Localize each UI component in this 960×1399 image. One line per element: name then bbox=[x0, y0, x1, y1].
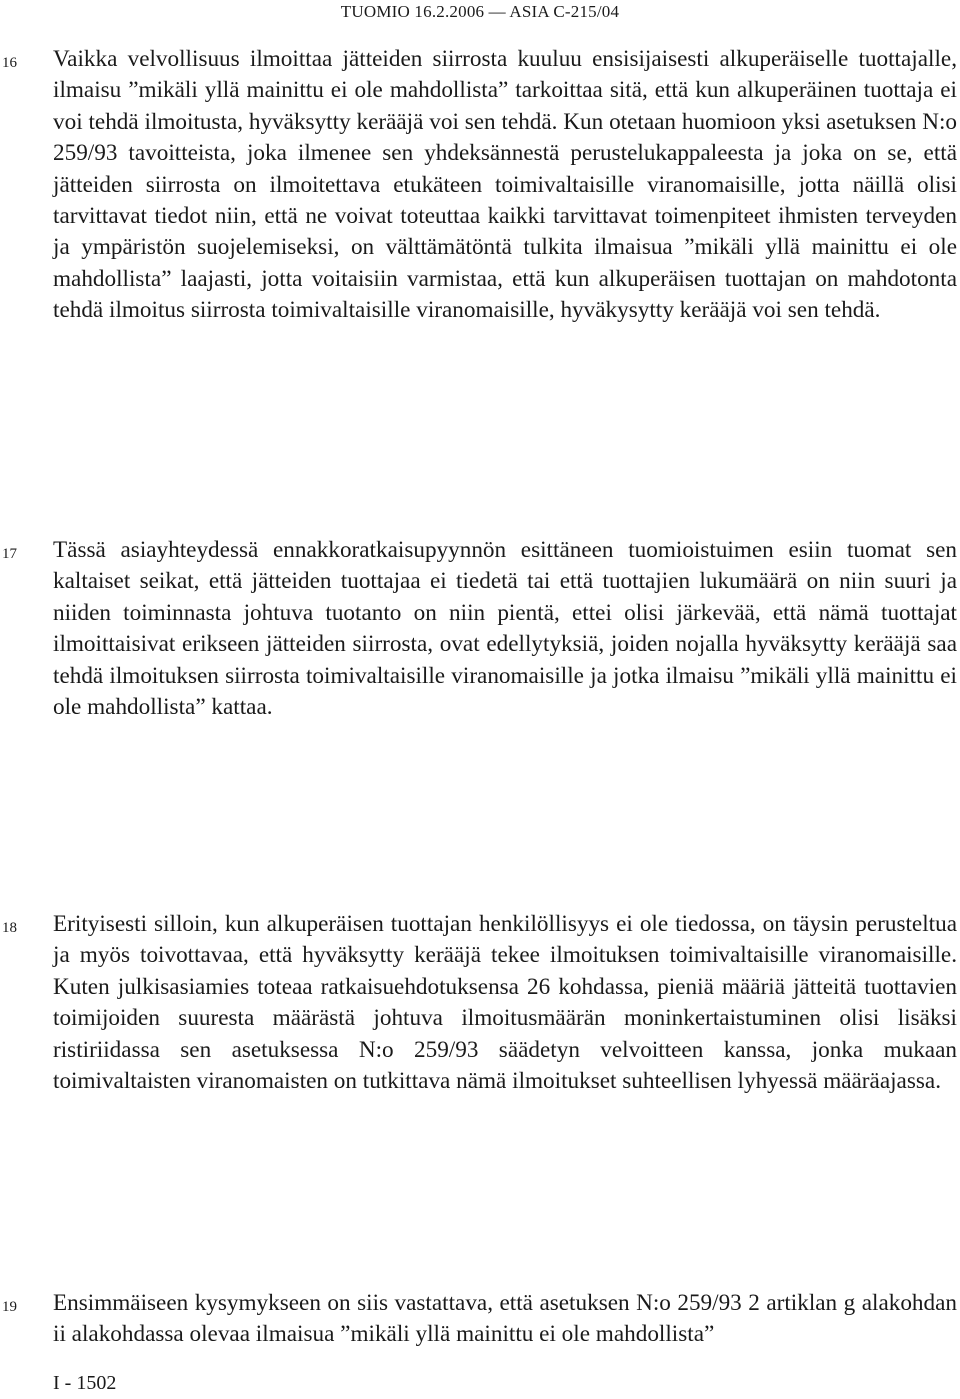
paragraph-number: 19 bbox=[2, 1299, 17, 1315]
paragraph-text: Vaikka velvollisuus ilmoittaa jätteiden siirrosta kuuluu ensisijaisesti alkuperäiselle tuottajalle, ilmaisu ”mikäli yllä mainittu ei ole mahdollista” tarkoittaa sitä, että kun alkuperäinen tuottaja ei voi tehdä ilmoitusta, hyväksytty kerääjä voi sen tehdä. Kun otetaan huomioon yksi asetuksen N:o 259/93 tavoitteista, joka ilmenee sen yhdeksännestä perustelukappaleesta ja joka on se, että jätteiden siirrosta on ilmoitettava etukäteen toimivaltaisille viranomaisille, jotta näillä olisi tarvittavat tiedot niin, että ne voivat toteuttaa kaikki tarvittavat toimenpiteet ihmisten terveyden ja ympäristön suojelemiseksi, on välttämätöntä tulkita ilmaisua ”mikäli yllä mainittu ei ole mahdollista” laajasti, jotta voitaisiin varmistaa, että kun alkuperäisen tuottajan on mahdotonta tehdä ilmoitus siirrosta toimivaltaisille viranomaisille, hyväkysytty kerääjä voi sen tehdä. bbox=[53, 46, 957, 324]
paragraph-number: 17 bbox=[2, 546, 17, 562]
paragraph-text: Erityisesti silloin, kun alkuperäisen tuottajan henkilöllisyys ei ole tiedossa, on täysin perusteltua ja myös toivottavaa, että hyväksytty kerääjä tekee ilmoituksen toimivaltaisille viranomaisille. Kuten julkisasiamies toteaa ratkaisuehdotuksensa 26 kohdassa, pieniä määriä jätteitä tuottavien toimijoiden suuresta määrästä johtuva ilmoitusmäärän moninkertaistuminen olisi lisäksi ristiriidassa sen asetuksessa N:o 259/93 säädetyn velvoitteen kanssa, jonka mukaan toimivaltaisten viranomaisten on tutkittava nämä ilmoitukset suhteellisen lyhyessä määräajassa. bbox=[53, 911, 957, 1095]
running-header: TUOMIO 16.2.2006 — ASIA C-215/04 bbox=[340, 2, 620, 21]
page-number: I - 1502 bbox=[53, 1372, 117, 1394]
paragraph-number: 16 bbox=[2, 55, 17, 71]
paragraph-number: 18 bbox=[2, 920, 17, 936]
paragraph-text: Tässä asiayhteydessä ennakkoratkaisupyynnön esittäneen tuomioistuimen esiin tuomat sen kaltaiset seikat, että jätteiden tuottajaa ei tiedetä tai että tuottajien lukumäärä on niin suuri ja niiden toiminnasta johtuva tuotanto on niin pientä, ettei olisi järkevää, että nämä tuottajat ilmoittaisivat erikseen jätteiden siirrosta, ovat edellytyksiä, joiden nojalla hyväksytty kerääjä saa tehdä ilmoituksen siirrosta toimivaltaisille viranomaisille ja jotka ilmaisu ”mikäli yllä mainittu ei ole mahdollista” kattaa. bbox=[53, 537, 957, 721]
paragraph-text: Ensimmäiseen kysymykseen on siis vastattava, että asetuksen N:o 259/93 2 artiklan g alakohdan ii alakohdassa olevaa ilmaisua ”mikäli yllä mainittu ei ole mahdollista” bbox=[53, 1290, 957, 1348]
